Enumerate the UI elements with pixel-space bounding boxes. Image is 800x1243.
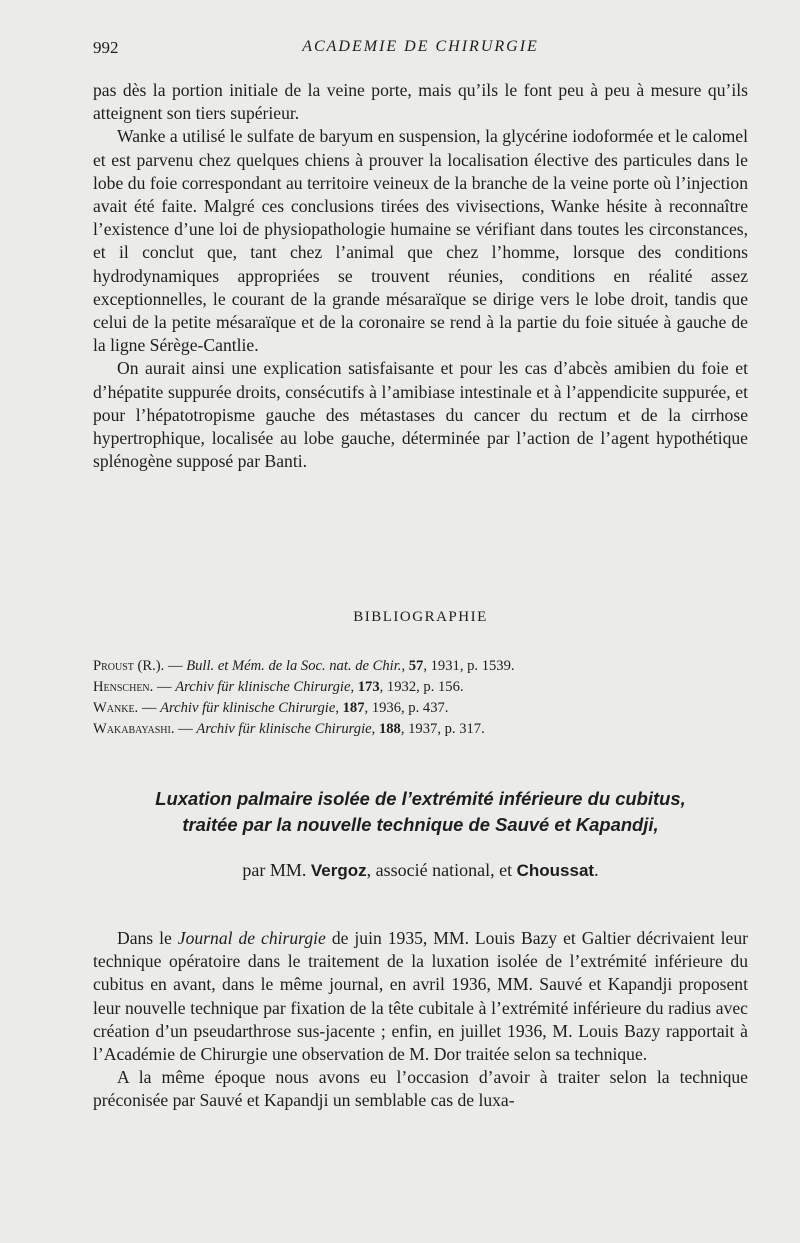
bib-volume: 57 <box>408 658 424 674</box>
page-header <box>93 38 748 62</box>
byline: par MM. Vergoz, associé national, et Choussat. <box>242 860 599 880</box>
bib-author: Henschen. <box>93 679 154 695</box>
bib-author: Wakabayashi. <box>93 721 175 737</box>
bib-volume: 187 <box>342 700 365 716</box>
article-body <box>93 927 748 1113</box>
paragraph: On aurait ainsi une explication satisfaisante et pour les cas d’abcès amibien du foie et d’hépatite suppurée droits, consécutifs à l’amibiase intestinale et à l’appendicite suppurée, et pour l’hépatotropisme gauche des métastases du cancer du rectum et de la cirrhose hypertrophique, localisée au lobe gauche, déterminée par l’action de l’agent hypothétique splénogène supposé par Banti. <box>93 358 748 472</box>
page-number: 992 <box>93 38 119 57</box>
bib-volume: 188 <box>378 721 401 737</box>
running-title: ACADEMIE DE CHIRURGIE <box>302 38 539 55</box>
author-name: Vergoz <box>310 861 367 880</box>
paragraph: pas dès la portion initiale de la veine porte, mais qu’ils le font peu à peu à mesure qu’ils atteignent son tiers supérieur. <box>93 80 748 124</box>
bib-volume: 173 <box>357 679 380 695</box>
author-name: Choussat <box>516 861 595 880</box>
bib-author: Proust (R.). <box>93 658 165 674</box>
paragraph: Dans le Journal de chirurgie de juin 1935, MM. Louis Bazy et Galtier décrivaient leur technique opératoire dans le traitement de la luxation isolée de l’extrémité inférieure du cubitus en avant, dans le même journal, en avril 1936, MM. Sauvé et Kapandji proposent leur nouvelle technique par fixation de la tête cubitale à l’extrémité inférieure du radius avec création d’un pseudarthrose sus-jacente ; enfin, en juillet 1936, M. Louis Bazy rapportait à l’Académie de Chirurgie une observation de M. Dor traitée selon sa technique. <box>93 928 748 1065</box>
paragraph: Wanke a utilisé le sulfate de baryum en suspension, la glycérine iodoformée et le calomel et est parvenu chez quelques chiens à prouver la localisation élective des particules dans le lobe du foie correspondant au territoire veineux de la branche de la veine porte où l’injection avait été faite. Malgré ces conclusions tirées des vivisections, Wanke hésite à reconnaître l’existence d’une loi de physiopathologie humaine se vérifiant dans toutes les circonstances, et il conclut que, tant chez l’animal que chez l’homme, lorsque des conditions hydrodynamiques appropriées se trouvent réunies, conditions en réalité assez exceptionnelles, le courant de la grande mésaraïque se dirige vers le lobe droit, tandis que celui de la petite mésaraïque et de la coronaire se rend à la partie du foie située à gauche de la ligne Sérège-Cantlie. <box>93 126 748 356</box>
paragraph: A la même époque nous avons eu l’occasion d’avoir à traiter selon la technique préconisée par Sauvé et Kapandji un semblable cas de luxa- <box>93 1067 748 1111</box>
article-title-line: traitée par la nouvelle technique de Sauvé et Kapandji, <box>182 814 659 835</box>
bib-source: Bull. et Mém. de la Soc. nat. de Chir. <box>186 658 402 674</box>
bibliography-entry: Wakabayashi. — Archiv für klinische Chirurgie, 188, 1937, p. 317. <box>93 721 485 737</box>
article-title <box>93 786 748 838</box>
section-text <box>93 79 748 473</box>
article-title-line: Luxation palmaire isolée de l’extrémité inférieure du cubitus, <box>155 788 686 809</box>
bibliography-entry: Wanke. — Archiv für klinische Chirurgie, 187, 1936, p. 437. <box>93 700 449 716</box>
bibliography-entry: Henschen. — Archiv für klinische Chirurgie, 173, 1932, p. 156. <box>93 679 464 695</box>
bibliography-entry: Proust (R.). — Bull. et Mém. de la Soc. nat. de Chir., 57, 1931, p. 1539. <box>93 658 515 674</box>
bib-author: Wanke. <box>93 700 139 716</box>
bibliography-list <box>93 656 748 740</box>
bib-source: Archiv für klinische Chirurgie <box>196 721 372 737</box>
bibliography-heading: BIBLIOGRAPHIE <box>353 609 488 625</box>
bib-source: Archiv für klinische Chirurgie <box>160 700 336 716</box>
bib-source: Archiv für klinische Chirurgie <box>175 679 351 695</box>
journal-name: Journal de chirurgie <box>177 928 326 948</box>
